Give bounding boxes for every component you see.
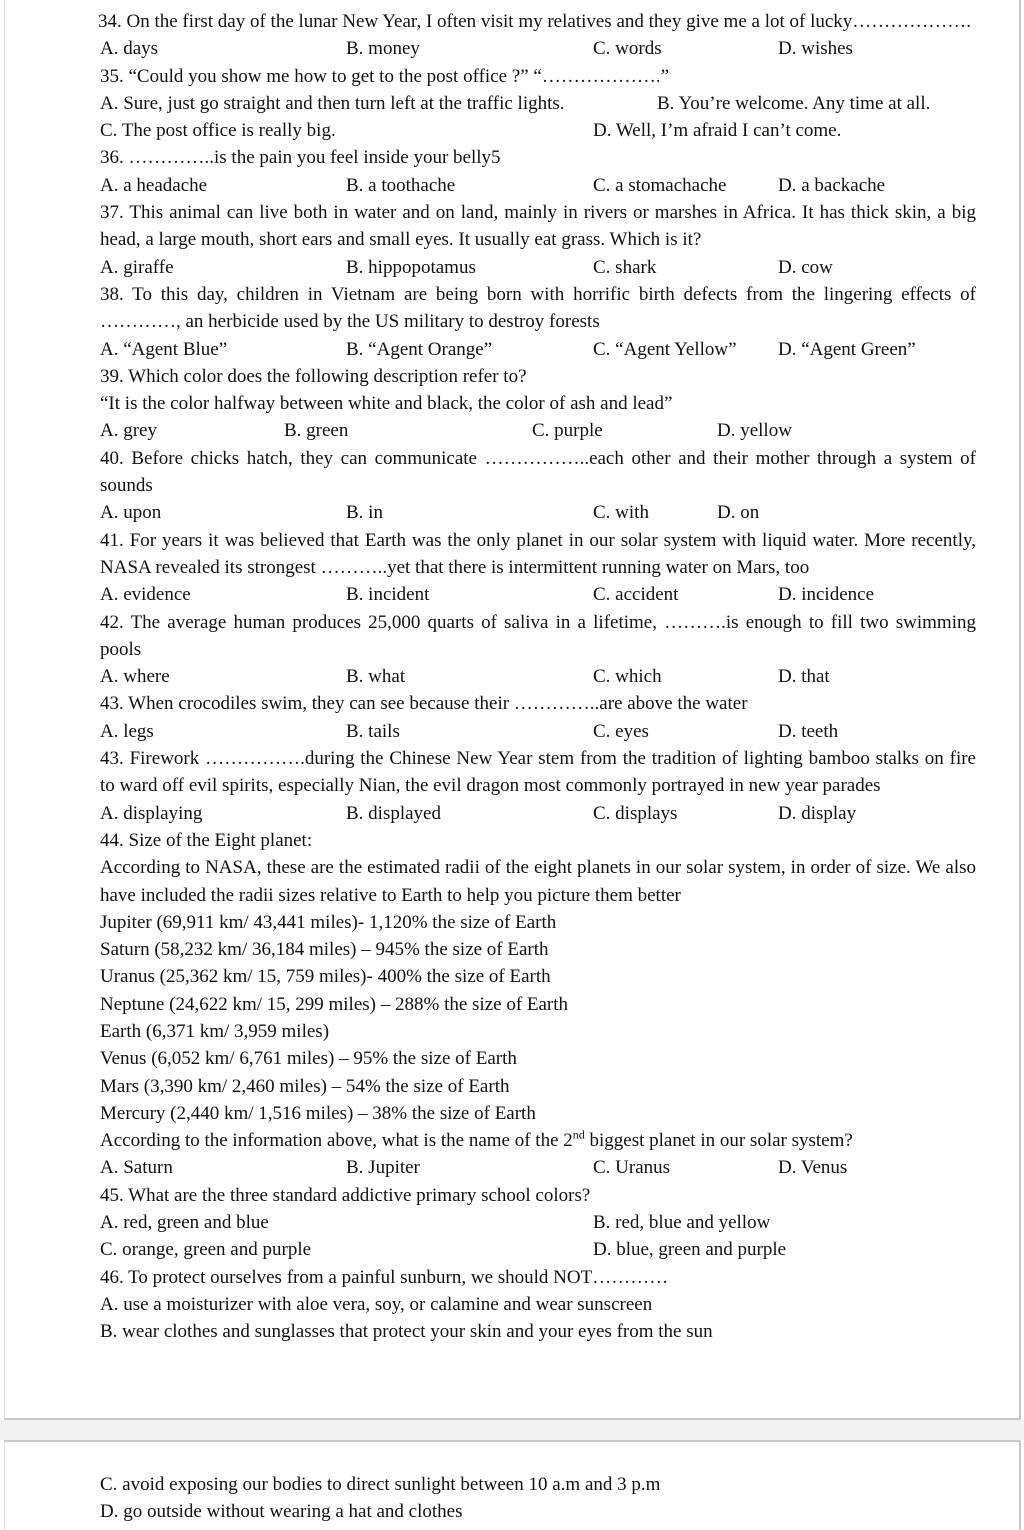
- option-d: D. Well, I’m afraid I can’t come.: [593, 120, 842, 142]
- questions-block: [100, 8, 976, 1346]
- option-b: B. green: [284, 420, 349, 442]
- option-a: A. upon: [100, 502, 162, 524]
- question-46: 46. To protect ourselves from a painful sunburn, we should NOT…………: [100, 1266, 669, 1288]
- option-b: B. a toothache: [346, 174, 456, 196]
- question-40: 40. Before chicks hatch, they can communicate ……………..each other and their mother through a system of sounds: [100, 447, 976, 497]
- planet-mars: Mars (3,390 km/ 2,460 miles) – 54% the size of Earth: [100, 1075, 510, 1097]
- question-43b: 43. Firework …………….during the Chinese New Year stem from the tradition of lighting bamboo stalks on fire to ward off evil spirits, especially Nian, the evil dragon most commonly portrayed in new year parades: [100, 748, 976, 797]
- option-a: A. Saturn: [100, 1157, 173, 1179]
- option-a: A. displaying: [100, 802, 203, 824]
- planet-venus: Venus (6,052 km/ 6,761 miles) – 95% the size of Earth: [100, 1048, 517, 1070]
- option-c: C. which: [593, 666, 662, 688]
- planet-uranus: Uranus (25,362 km/ 15, 759 miles)- 400% the size of Earth: [100, 966, 551, 988]
- options-35-row1: [100, 90, 976, 117]
- option-c: C. Uranus: [593, 1157, 671, 1179]
- question-44-intro: According to NASA, these are the estimated radii of the eight planets in our solar system, in order of size. We also have included the radii sizes relative to Earth to help you picture them better: [100, 857, 976, 906]
- option-d: D. teeth: [778, 720, 839, 742]
- option-b: B. Jupiter: [346, 1157, 420, 1179]
- option-d: D. “Agent Green”: [778, 338, 916, 360]
- options-36: [100, 172, 976, 199]
- option-d: D. blue, green and purple: [593, 1239, 787, 1261]
- options-40: [100, 499, 976, 526]
- option-a: A. where: [100, 666, 170, 688]
- option-b: B. wear clothes and sunglasses that protect your skin and your eyes from the sun: [100, 1321, 713, 1343]
- option-d: D. display: [778, 802, 857, 824]
- question-41: 41. For years it was believed that Earth was the only planet in our solar system with liquid water. More recently, NASA revealed its strongest ………..yet that there is intermittent running water on Mars, too: [100, 529, 976, 578]
- option-d: D. incidence: [778, 584, 875, 606]
- questions-block-2: [100, 1471, 976, 1526]
- planet-earth: Earth (6,371 km/ 3,959 miles): [100, 1020, 330, 1042]
- option-c: C. eyes: [593, 720, 649, 742]
- options-37: [100, 254, 976, 281]
- option-a: A. giraffe: [100, 256, 174, 278]
- option-a: A. a headache: [100, 174, 208, 196]
- option-b: B. in: [346, 502, 383, 524]
- option-d: D. go outside without wearing a hat and clothes: [100, 1501, 463, 1523]
- ask-text: According to the information above, what is the name of the 2: [100, 1130, 573, 1152]
- option-a: A. Sure, just go straight and then turn left at the traffic lights.: [100, 92, 565, 114]
- question-43: 43. When crocodiles swim, they can see because their …………..are above the water: [100, 693, 748, 715]
- option-c: C. avoid exposing our bodies to direct sunlight between 10 a.m and 3 p.m: [100, 1474, 661, 1495]
- options-34: [100, 35, 976, 62]
- option-c: C. with: [593, 502, 649, 524]
- options-43b: [100, 800, 976, 827]
- planet-jupiter: Jupiter (69,911 km/ 43,441 miles)- 1,120% the size of Earth: [100, 911, 557, 933]
- option-b: B. “Agent Orange”: [346, 338, 493, 360]
- option-a: A. use a moisturizer with aloe vera, soy, or calamine and wear sunscreen: [100, 1293, 653, 1315]
- option-d: D. on: [717, 502, 760, 524]
- option-a: A. “Agent Blue”: [100, 338, 228, 360]
- option-b: B. tails: [346, 720, 400, 742]
- option-a: A. red, green and blue: [100, 1212, 269, 1234]
- options-39: [100, 417, 976, 444]
- option-c: C. words: [593, 38, 662, 60]
- question-36: 36. …………..is the pain you feel inside your belly5: [100, 147, 501, 169]
- option-a: A. days: [100, 38, 159, 60]
- options-41: [100, 581, 976, 608]
- options-45-row1: [100, 1209, 976, 1236]
- question-37: 37. This animal can live both in water and on land, mainly in rivers or marshes in Africa. It has thick skin, a big head, a large mouth, short ears and small eyes. It usually eat grass. Which is it?: [100, 202, 976, 251]
- option-d: D. Venus: [778, 1157, 848, 1179]
- option-a: A. legs: [100, 720, 154, 742]
- option-b: B. You’re welcome. Any time at all.: [657, 92, 931, 114]
- options-42: [100, 663, 976, 690]
- option-c: C. purple: [532, 420, 603, 442]
- option-d: D. wishes: [778, 38, 853, 60]
- ask-superscript: nd: [572, 1127, 585, 1142]
- question-39: 39. Which color does the following description refer to?: [100, 365, 527, 387]
- option-c: C. “Agent Yellow”: [593, 338, 737, 360]
- question-34: 34. On the first day of the lunar New Year, I often visit my relatives and they give me a lot of lucky……………….: [98, 11, 972, 32]
- option-b: B. money: [346, 38, 420, 60]
- options-38: [100, 336, 976, 363]
- option-a: A. grey: [100, 420, 157, 442]
- question-39-quote: “It is the color halfway between white and black, the color of ash and lead”: [100, 393, 673, 415]
- options-35-row2: [100, 117, 976, 144]
- options-43: [100, 718, 976, 745]
- planet-saturn: Saturn (58,232 km/ 36,184 miles) – 945% the size of Earth: [100, 939, 549, 961]
- planet-neptune: Neptune (24,622 km/ 15, 299 miles) – 288% the size of Earth: [100, 993, 569, 1015]
- option-b: B. incident: [346, 584, 430, 606]
- option-d: D. yellow: [717, 420, 792, 442]
- option-b: B. hippopotamus: [346, 256, 476, 278]
- option-c: C. a stomachache: [593, 174, 727, 196]
- option-c: C. displays: [593, 802, 678, 824]
- option-b: B. red, blue and yellow: [593, 1212, 771, 1234]
- question-45: 45. What are the three standard addictive primary school colors?: [100, 1184, 591, 1206]
- option-c: C. accident: [593, 584, 679, 606]
- option-a: A. evidence: [100, 584, 191, 606]
- option-b: B. displayed: [346, 802, 441, 824]
- option-b: B. what: [346, 666, 406, 688]
- page-gap: [0, 1420, 1024, 1440]
- planet-mercury: Mercury (2,440 km/ 1,516 miles) – 38% the size of Earth: [100, 1102, 536, 1124]
- question-38: 38. To this day, children in Vietnam are being born with horrific birth defects from the lingering effects of …………, an herbicide used by the US military to destroy forests: [100, 283, 976, 333]
- question-42: 42. The average human produces 25,000 quarts of saliva in a lifetime, ……….is enough to fill two swimming pools: [100, 611, 976, 660]
- option-d: D. that: [778, 666, 830, 688]
- options-44: [100, 1154, 976, 1181]
- question-35: 35. “Could you show me how to get to the post office ?” “……………….”: [100, 65, 670, 87]
- option-c: C. shark: [593, 256, 657, 278]
- option-d: D. cow: [778, 256, 833, 278]
- ask-text-end: biggest planet in our solar system?: [584, 1130, 853, 1152]
- option-d: D. a backache: [778, 174, 886, 196]
- option-c: C. The post office is really big.: [100, 120, 336, 142]
- question-44: 44. Size of the Eight planet:: [100, 829, 313, 851]
- option-c: C. orange, green and purple: [100, 1239, 312, 1261]
- question-44-ask: [100, 1127, 976, 1154]
- options-45-row2: [100, 1236, 976, 1263]
